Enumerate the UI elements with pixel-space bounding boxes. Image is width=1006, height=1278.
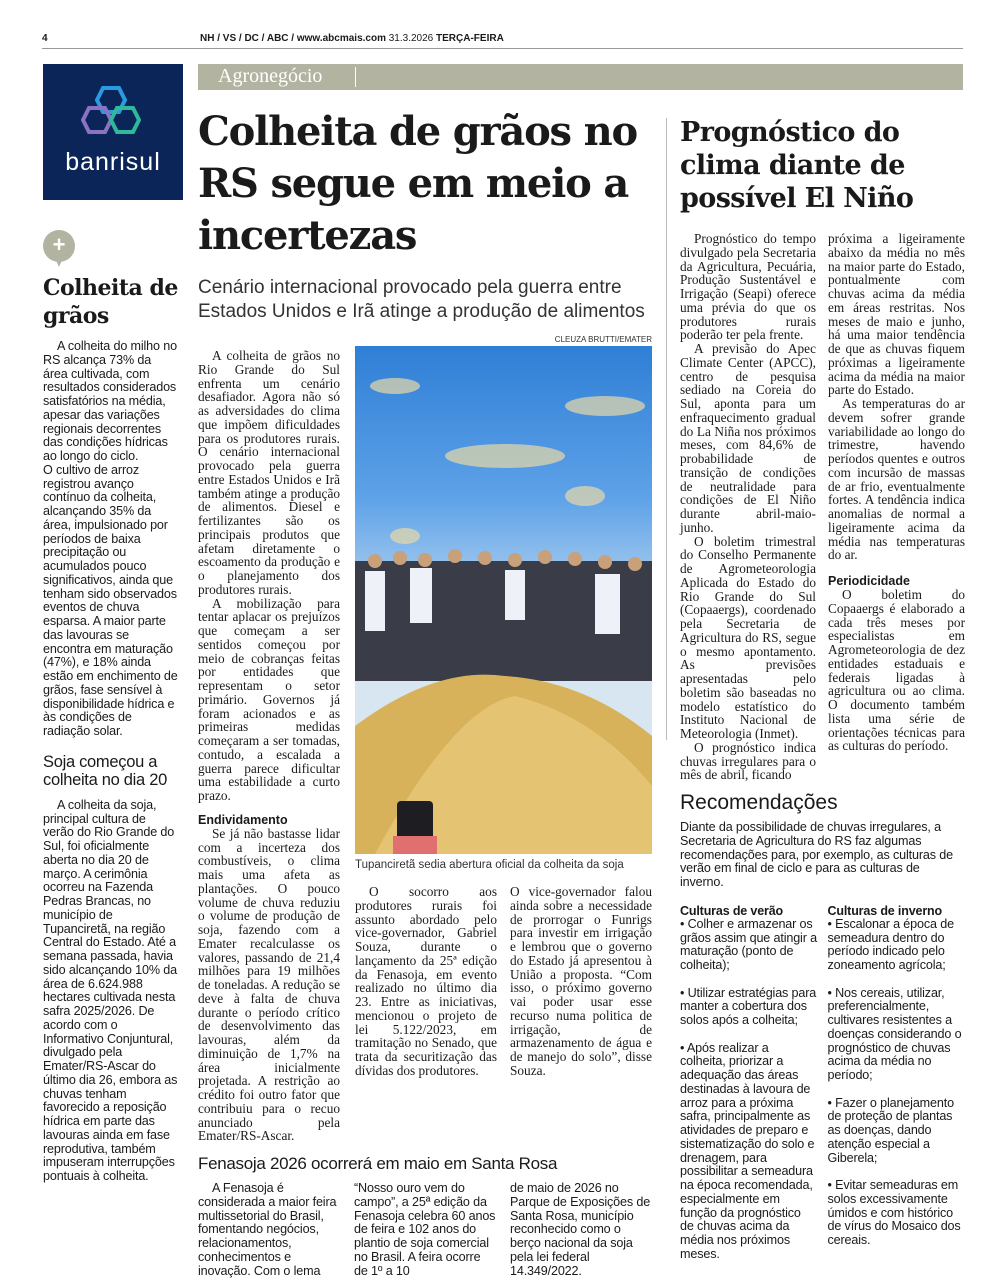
paragraph: O boletim do Copaaergs é elaborado a cada três meses por especialistas em Agrometeorologia de dez entidades estaduais e federais ligadas à agricultura ou ao clima. O documento também lista uma série de orientações técnicas para as culturas do período. [828, 587, 965, 754]
clima-headline: Prognóstico do clima diante de possível El Niño [680, 117, 914, 214]
fenasoja-col-1 [198, 1182, 340, 1278]
paragraph: O cultivo de arroz registrou avanço contínuo da colheita, alcançando 35% da área, impulsionado por períodos de baixa precipitação ou acumulados pouco significativos, ainda que tenham sido observados eventos de chuva esparsa. A maior parte das lavouras se encontra em maturação (47%), e 18% ainda estão em enchimento de grãos, fase sensível à disponibilidade hídrica e às condições de radiação solar. [43, 462, 178, 738]
paragraph: A Fenasoja é considerada a maior feira multissetorial do Brasil, fomentando negócios, relacionamentos, conhecimentos e inovação. Com o lema [198, 1181, 337, 1278]
ad-brand: banrisul [65, 148, 161, 176]
soja-text [43, 799, 178, 1184]
clima-col-2 [828, 232, 965, 753]
list-item: • Evitar semeaduras em solos excessivamente úmidos e com histórico de vírus do Mosaico dos cereais. [827, 1178, 961, 1247]
photo-illustration [355, 346, 652, 854]
harvest-photo[interactable] [355, 346, 652, 854]
headline: Colheita de grãos no RS segue em meio a incertezas [198, 108, 637, 259]
paragraph: A previsão do Apec Climate Center (APCC), centro de pesquisa sediado na Coreia do Sul, aponta para um enfraquecimento gradual do La Niña nos próximos meses, com 84,6% de probabilidade de transição de condições de neutralidade para condições de El Niño durante abril-maio-junho. [680, 341, 816, 535]
paragraph: Prognóstico do tempo divulgado pela Secretaria da Agricultura, Pecuária, Produção Sustentável e Irrigação (Seapi) oferece uma prévia do que os produtores rurais poderão ter pela frente. [680, 231, 816, 343]
subtitle: Cenário internacional provocado pela guerra entre Estados Unidos e Irã atinge a produção de alimentos [198, 277, 645, 322]
page-header [42, 33, 963, 49]
fenasoja-heading: Fenasoja 2026 ocorrerá em maio em Santa Rosa [198, 1154, 558, 1173]
recomendacoes-intro: Diante da possibilidade de chuvas irregulares, a Secretaria de Agricultura do RS faz algumas recomendações para, por exemplo, as culturas de verão em final de ciclo e para as culturas de inverno. [680, 820, 953, 889]
culturas [680, 904, 965, 1262]
photo-caption: Tupanciretã sedia abertura oficial da colheita da soja [355, 859, 624, 871]
list-item: • Nos cereais, utilizar, preferencialmente, cultivares resistentes a doenças considerando o prognóstico de chuvas acima da média no período; [827, 985, 962, 1082]
dateline [200, 33, 504, 44]
weekday: TERÇA-FEIRA [436, 33, 504, 44]
list-item: • Fazer o planejamento de proteção de plantas as doenças, dando atenção especial a Giberela; [827, 1095, 954, 1165]
clima-body [680, 232, 965, 782]
main-col-3 [510, 885, 652, 1078]
sidebar-text [43, 340, 178, 739]
publication: NH / VS / DC / ABC / www.abcmais.com [200, 33, 386, 44]
culturas-inverno [828, 904, 966, 1248]
main-col-2 [355, 885, 497, 1078]
section-bar [198, 64, 963, 90]
paragraph: de maio de 2026 no Parque de Exposições de Santa Rosa, município reconhecido como o berço nacional da soja pela lei federal 14.349/2022. [510, 1181, 651, 1278]
main-article [198, 106, 652, 1278]
paragraph: próxima a ligeiramente abaixo da média no mês na maior parte do Estado, pontualmente com chuvas acima da média em áreas restritas. Nos meses de maio e junho, há uma maior tendência de que as chuvas fiquem próximas a ligeiramente acima da média na maior parte do Estado. [828, 231, 965, 398]
clima-col-1 [680, 232, 816, 782]
list-item: • Colher e armazenar os grãos assim que atingir a maturação (ponto de colheita); [680, 916, 817, 972]
list-item: • Escalonar a época de semeadura dentro do período indicado pelo zoneamento agrícola; [827, 916, 954, 972]
fenasoja-cols [198, 1182, 652, 1278]
paragraph: Se já não bastasse lidar com a incerteza dos combustíveis, o clima mais uma afeta as plantações. O pouco volume de chuva reduziu o volume de produção de soja, fazendo com a Emater recalculasse os valores, passando de 21,4 milhões para 19 milhões de toneladas. A redução se deve à falta de chuva durante o período crítico de desenvolvimento das lavouras, além da diminuição de 1,7% na área inicialmente projetada. A restrição ao crédito foi outro fator que contribuiu para o recuo anunciado pela Emater/RS-Ascar. [198, 825, 340, 1144]
list-item: • Após realizar a colheita, priorizar a adequação das áreas destinadas à lavoura de arroz para a próxima safra, principalmente as atividades de preparo e sistematização do solo e drenagem, para possibilitar a semeadura na época recomendada, especialmente em função da prognóstico de chuvas acima da média nos próximos meses. [680, 1040, 815, 1261]
main-body [198, 335, 652, 1143]
subhead-periodicidade: Periodicidade [828, 574, 910, 588]
clima-article [680, 116, 965, 1262]
fenasoja-col-3 [510, 1182, 652, 1278]
paragraph: O boletim trimestral do Conselho Permanente de Agrometeorologia Aplicada do Estado do Rio Grande do Sul (Copaaergs), coordenado pela Secretaria de Agricultura do RS, segue o mesmo apontamento. As previsões apresentadas pelo boletim são baseadas no modelo estatístico do Instituto Nacional de Meteorologia (Inmet). [680, 533, 816, 741]
paragraph: A colheita da soja, principal cultura de verão do Rio Grande do Sul, foi oficialmente aberta no dia 20 de março. A cerimônia ocorreu na Fazenda Pedras Brancas, no município de Tupanciretã, na região Central do Estado. Até a semana passada, havia sido alcançando 10% da área de 6.624.988 hectares cultivada nesta safra 2025/2026. De acordo com o Informativo Conjuntural, divulgado pela Emater/RS-Ascar do último dia 26, embora as chuvas tenham favorecido a reposição hídrica em parte das lavouras ainda em fase reprodutiva, também impuseram interrupções pontuais à colheita. [43, 797, 178, 1183]
paragraph: A colheita de grãos no Rio Grande do Sul enfrenta um cenário desafiador. Agora não só as adversidades do clima que impõem dificuldades para os produtores rurais. O cenário internacional provocado pela guerra entre Estados Unidos e Irã também atinge a produção de alimentos. Diesel e fertilizantes são os principais produtos que afetam diretamente o escoamento da produção e o planejamento dos produtores rurais. [198, 348, 340, 597]
paragraph: “Nosso ouro vem do campo”, a 25ª edição da Fenasoja celebra 60 anos de feira e 102 anos do plantio de soja comercial no Brasil. A feira ocorre de 1º a 10 [354, 1181, 496, 1278]
list-item: • Utilizar estratégias para manter a cobertura dos solos após a colheita; [680, 985, 817, 1027]
fenasoja-col-2 [354, 1182, 496, 1278]
paragraph: O socorro aos produtores rurais foi assunto abordado pelo vice-governador, Gabriel Souza, durante o lançamento da 25ª edição da Fenasoja, em evento realizado no último dia 23. Entre as iniciativas, mencionou o projeto de lei 5.122/2023, em tramitação no Senado, que trata da securitização das dívidas dos produtores. [355, 884, 497, 1078]
date: 31.3.2026 [388, 33, 434, 44]
soja-heading: Soja começou a colheita no dia 20 [43, 752, 167, 789]
divider [355, 67, 356, 87]
sidebar [43, 230, 178, 1184]
column-divider [666, 118, 667, 740]
page-number: 4 [42, 33, 48, 44]
main-lower-cols [355, 885, 652, 1078]
paragraph: O prognóstico indica chuvas irregulares para o mês de abril, ficando [680, 739, 816, 783]
subhead-endividamento: Endividamento [198, 812, 288, 827]
banrisul-ad[interactable] [43, 64, 183, 200]
sidebar-title: Colheita de grãos [43, 275, 178, 329]
paragraph: A mobilização para tentar aplacar os prejuízos que começam a ser sentidos começou por meio de cobranças feitas por entidades que representam o setor primário. Governos já foram acionados e as primeiras medidas começaram a ser tomadas, contudo, a escalada a guerra parece dificultar uma estabilidade a curto prazo. [198, 595, 340, 803]
plus-icon: + [43, 230, 75, 262]
hexagon-logo-icon [81, 86, 145, 142]
section-title: Agronegócio [218, 65, 323, 87]
recomendacoes-heading: Recomendações [680, 791, 838, 814]
photo-credit: CLEUZA BRUTTI/EMATER [554, 335, 652, 344]
culturas-verao-title: Culturas de verão [680, 903, 784, 918]
main-col-1 [198, 349, 340, 1143]
paragraph: As temperaturas do ar devem sofrer grande variabilidade ao longo do trimestre, havendo períodos quentes e outros com incursão de massas de ar frio, eventualmente fortes. A tendência indica anomalias de normal a ligeiramente acima da média nas temperaturas do ar. [828, 396, 965, 563]
paragraph: A colheita do milho no RS alcança 73% da área cultivada, com resultados considerados satisfatórios na média, apesar das variações regionais decorrentes das condições hídricas ao longo do ciclo. [43, 339, 177, 463]
main-right [355, 335, 652, 1078]
paragraph: O vice-governador falou ainda sobre a necessidade de prorrogar o Funrigs para investir em irrigação e lembrou que o governo do Estado já apresentou à União a proposta. “Com isso, o próximo governo vai poder usar esse recurso numa politica de irrigação, de armazenamento de água e de manejo do solo”, disse Souza. [510, 884, 652, 1078]
culturas-verao [680, 904, 818, 1262]
culturas-inverno-title: Culturas de inverno [827, 903, 943, 918]
